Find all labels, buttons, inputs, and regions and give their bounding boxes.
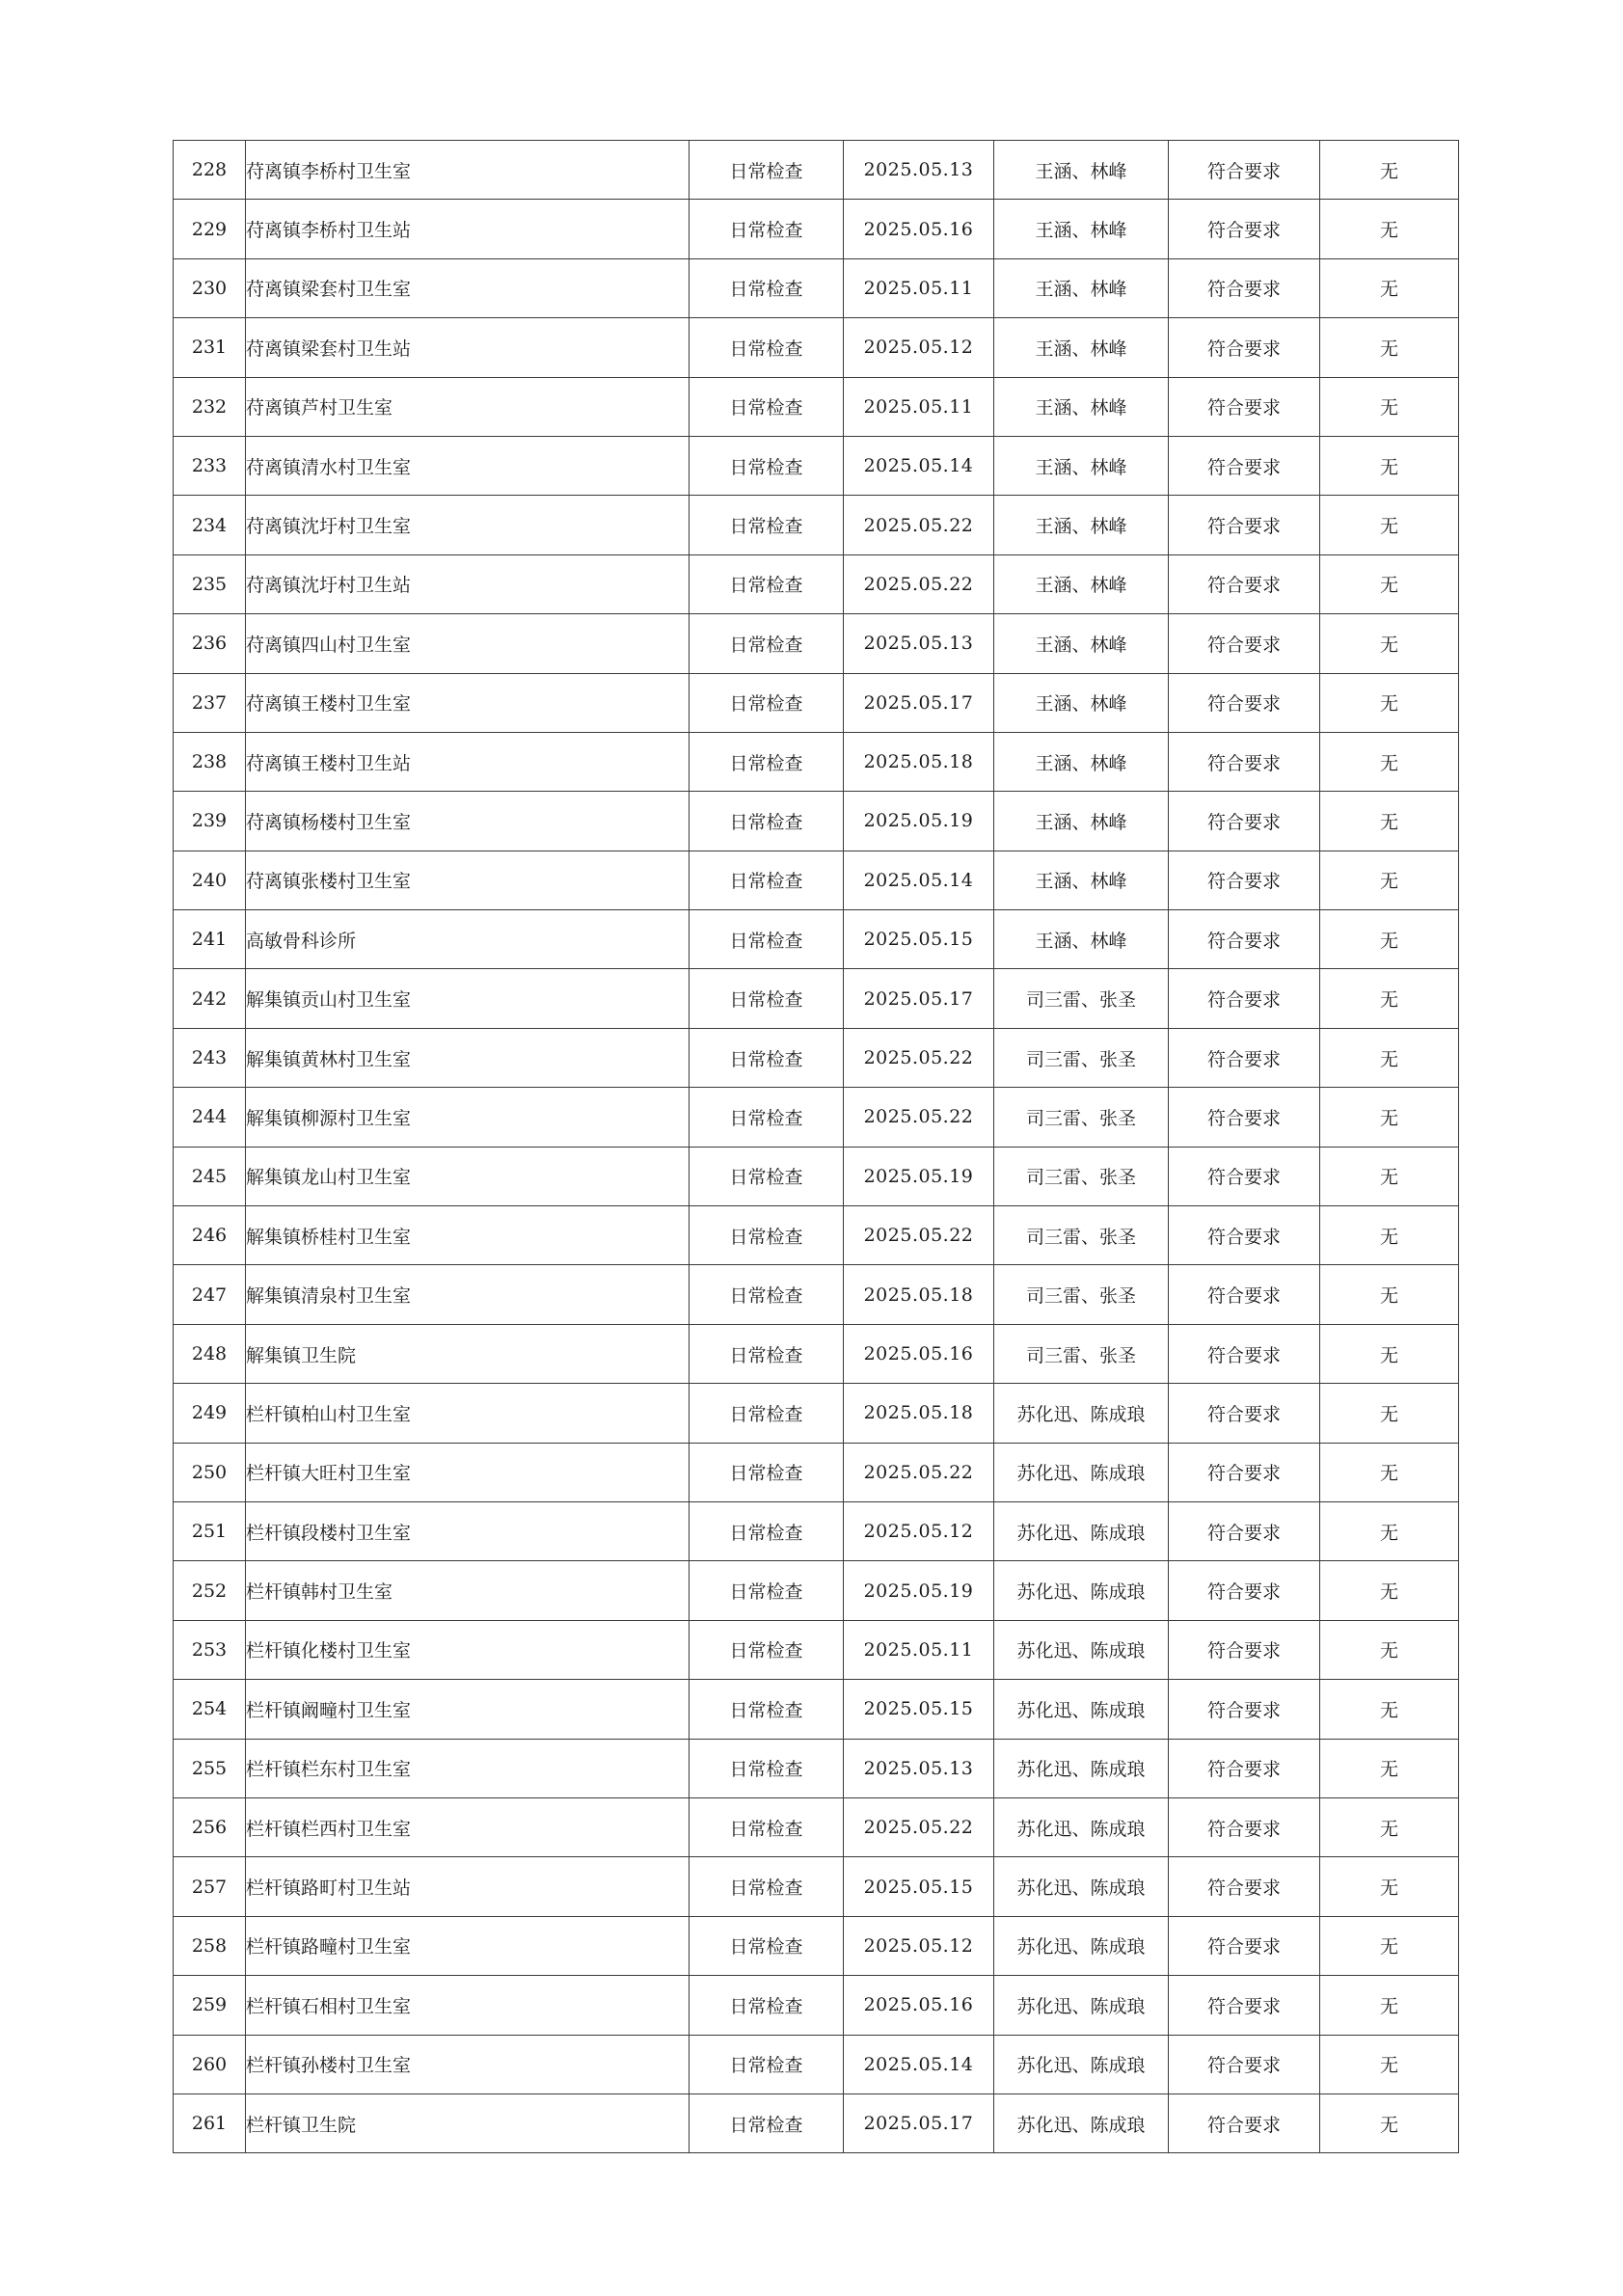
issues-found-cell: 无: [1320, 377, 1459, 436]
institution-name-cell: 栏杆镇段楼村卫生室: [246, 1501, 690, 1560]
issues-found-cell: 无: [1320, 1443, 1459, 1501]
row-number-cell: 237: [174, 673, 246, 732]
row-number-cell: 248: [174, 1324, 246, 1383]
institution-name-cell: 栏杆镇化楼村卫生室: [246, 1620, 690, 1679]
row-number-cell: 233: [174, 436, 246, 495]
issues-found-cell: 无: [1320, 436, 1459, 495]
institution-name-cell: 苻离镇四山村卫生室: [246, 614, 690, 673]
inspection-result-cell: 符合要求: [1169, 673, 1320, 732]
inspectors-cell: 司三雷、张圣: [994, 1028, 1169, 1087]
table-row: [174, 1443, 1459, 1501]
row-number-cell: 245: [174, 1147, 246, 1205]
inspection-date-cell: 2025.05.11: [844, 258, 994, 317]
inspectors-cell: 王涵、林峰: [994, 673, 1169, 732]
table-row: [174, 1028, 1459, 1087]
inspectors-cell: 司三雷、张圣: [994, 1206, 1169, 1265]
issues-found-cell: 无: [1320, 1324, 1459, 1383]
issues-found-cell: 无: [1320, 1147, 1459, 1205]
inspection-result-cell: 符合要求: [1169, 1561, 1320, 1620]
inspectors-cell: 苏化迅、陈成琅: [994, 1620, 1169, 1679]
row-number-cell: 251: [174, 1501, 246, 1560]
institution-name-cell: 栏杆镇大旺村卫生室: [246, 1443, 690, 1501]
institution-name-cell: 解集镇清泉村卫生室: [246, 1265, 690, 1324]
issues-found-cell: 无: [1320, 1561, 1459, 1620]
inspection-result-cell: 符合要求: [1169, 1620, 1320, 1679]
inspection-type-cell: 日常检查: [690, 1206, 844, 1265]
inspection-result-cell: 符合要求: [1169, 1680, 1320, 1739]
row-number-cell: 246: [174, 1206, 246, 1265]
inspection-type-cell: 日常检查: [690, 910, 844, 969]
institution-name-cell: 苻离镇王楼村卫生站: [246, 732, 690, 791]
row-number-cell: 255: [174, 1739, 246, 1797]
inspection-date-cell: 2025.05.19: [844, 792, 994, 851]
table-row: [174, 1501, 1459, 1560]
institution-name-cell: 栏杆镇韩村卫生室: [246, 1561, 690, 1620]
inspectors-cell: 王涵、林峰: [994, 554, 1169, 613]
inspectors-cell: 王涵、林峰: [994, 436, 1169, 495]
inspection-date-cell: 2025.05.18: [844, 1265, 994, 1324]
inspectors-cell: 苏化迅、陈成琅: [994, 1976, 1169, 2035]
inspection-result-cell: 符合要求: [1169, 141, 1320, 200]
inspection-result-cell: 符合要求: [1169, 496, 1320, 554]
issues-found-cell: 无: [1320, 910, 1459, 969]
inspection-records-table: [173, 140, 1459, 2153]
table-row: [174, 436, 1459, 495]
inspection-result-cell: 符合要求: [1169, 200, 1320, 258]
institution-name-cell: 栏杆镇阚疃村卫生室: [246, 1680, 690, 1739]
row-number-cell: 250: [174, 1443, 246, 1501]
inspection-type-cell: 日常检查: [690, 1443, 844, 1501]
inspection-date-cell: 2025.05.22: [844, 1088, 994, 1147]
row-number-cell: 243: [174, 1028, 246, 1087]
row-number-cell: 261: [174, 2093, 246, 2152]
inspection-type-cell: 日常检查: [690, 1797, 844, 1856]
institution-name-cell: 栏杆镇柏山村卫生室: [246, 1384, 690, 1443]
inspection-type-cell: 日常检查: [690, 1561, 844, 1620]
inspection-date-cell: 2025.05.22: [844, 1028, 994, 1087]
inspectors-cell: 苏化迅、陈成琅: [994, 1680, 1169, 1739]
inspection-type-cell: 日常检查: [690, 1916, 844, 1975]
inspection-date-cell: 2025.05.15: [844, 910, 994, 969]
inspection-result-cell: 符合要求: [1169, 910, 1320, 969]
inspection-date-cell: 2025.05.15: [844, 1680, 994, 1739]
inspection-type-cell: 日常检查: [690, 377, 844, 436]
table-row: [174, 2093, 1459, 2152]
inspection-result-cell: 符合要求: [1169, 1324, 1320, 1383]
institution-name-cell: 苻离镇王楼村卫生室: [246, 673, 690, 732]
institution-name-cell: 苻离镇梁套村卫生室: [246, 258, 690, 317]
table-row: [174, 1324, 1459, 1383]
inspection-result-cell: 符合要求: [1169, 2093, 1320, 2152]
table-row: [174, 1916, 1459, 1975]
inspection-result-cell: 符合要求: [1169, 1384, 1320, 1443]
inspection-result-cell: 符合要求: [1169, 436, 1320, 495]
issues-found-cell: 无: [1320, 1680, 1459, 1739]
issues-found-cell: 无: [1320, 2093, 1459, 2152]
inspectors-cell: 司三雷、张圣: [994, 969, 1169, 1028]
inspection-result-cell: 符合要求: [1169, 1797, 1320, 1856]
institution-name-cell: 栏杆镇孙楼村卫生室: [246, 2035, 690, 2093]
row-number-cell: 229: [174, 200, 246, 258]
inspection-type-cell: 日常检查: [690, 2035, 844, 2093]
table-row: [174, 1561, 1459, 1620]
institution-name-cell: 苻离镇清水村卫生室: [246, 436, 690, 495]
table-row: [174, 1088, 1459, 1147]
institution-name-cell: 苻离镇杨楼村卫生室: [246, 792, 690, 851]
table-row: [174, 614, 1459, 673]
institution-name-cell: 解集镇龙山村卫生室: [246, 1147, 690, 1205]
inspectors-cell: 王涵、林峰: [994, 851, 1169, 909]
inspection-result-cell: 符合要求: [1169, 1265, 1320, 1324]
row-number-cell: 244: [174, 1088, 246, 1147]
inspectors-cell: 王涵、林峰: [994, 496, 1169, 554]
inspectors-cell: 苏化迅、陈成琅: [994, 1797, 1169, 1856]
inspection-date-cell: 2025.05.11: [844, 1620, 994, 1679]
table-row: [174, 258, 1459, 317]
table-row: [174, 318, 1459, 377]
institution-name-cell: 解集镇柳源村卫生室: [246, 1088, 690, 1147]
inspection-type-cell: 日常检查: [690, 1324, 844, 1383]
row-number-cell: 257: [174, 1857, 246, 1916]
row-number-cell: 228: [174, 141, 246, 200]
institution-name-cell: 栏杆镇栏西村卫生室: [246, 1797, 690, 1856]
inspection-result-cell: 符合要求: [1169, 792, 1320, 851]
row-number-cell: 230: [174, 258, 246, 317]
inspection-date-cell: 2025.05.13: [844, 614, 994, 673]
institution-name-cell: 苻离镇张楼村卫生室: [246, 851, 690, 909]
inspection-result-cell: 符合要求: [1169, 1976, 1320, 2035]
inspection-date-cell: 2025.05.22: [844, 1797, 994, 1856]
inspection-result-cell: 符合要求: [1169, 554, 1320, 613]
inspection-result-cell: 符合要求: [1169, 1739, 1320, 1797]
table-row: [174, 200, 1459, 258]
issues-found-cell: 无: [1320, 1265, 1459, 1324]
row-number-cell: 236: [174, 614, 246, 673]
issues-found-cell: 无: [1320, 554, 1459, 613]
inspectors-cell: 王涵、林峰: [994, 141, 1169, 200]
inspection-result-cell: 符合要求: [1169, 1028, 1320, 1087]
inspection-date-cell: 2025.05.12: [844, 1501, 994, 1560]
inspection-date-cell: 2025.05.17: [844, 2093, 994, 2152]
row-number-cell: 238: [174, 732, 246, 791]
inspection-type-cell: 日常检查: [690, 1976, 844, 2035]
inspection-type-cell: 日常检查: [690, 1147, 844, 1205]
inspectors-cell: 苏化迅、陈成琅: [994, 1857, 1169, 1916]
table-row: [174, 851, 1459, 909]
table-row: [174, 1680, 1459, 1739]
issues-found-cell: 无: [1320, 1088, 1459, 1147]
inspection-date-cell: 2025.05.17: [844, 673, 994, 732]
inspectors-cell: 苏化迅、陈成琅: [994, 2035, 1169, 2093]
row-number-cell: 232: [174, 377, 246, 436]
inspection-date-cell: 2025.05.12: [844, 1916, 994, 1975]
inspectors-cell: 司三雷、张圣: [994, 1088, 1169, 1147]
inspectors-cell: 苏化迅、陈成琅: [994, 1384, 1169, 1443]
table-row: [174, 377, 1459, 436]
inspection-date-cell: 2025.05.16: [844, 1324, 994, 1383]
issues-found-cell: 无: [1320, 1028, 1459, 1087]
inspection-date-cell: 2025.05.22: [844, 496, 994, 554]
inspection-date-cell: 2025.05.14: [844, 436, 994, 495]
issues-found-cell: 无: [1320, 1206, 1459, 1265]
inspection-type-cell: 日常检查: [690, 851, 844, 909]
row-number-cell: 260: [174, 2035, 246, 2093]
inspectors-cell: 司三雷、张圣: [994, 1147, 1169, 1205]
inspection-type-cell: 日常检查: [690, 141, 844, 200]
inspectors-cell: 王涵、林峰: [994, 200, 1169, 258]
inspection-type-cell: 日常检查: [690, 1620, 844, 1679]
inspection-result-cell: 符合要求: [1169, 1857, 1320, 1916]
issues-found-cell: 无: [1320, 258, 1459, 317]
institution-name-cell: 高敏骨科诊所: [246, 910, 690, 969]
inspection-date-cell: 2025.05.17: [844, 969, 994, 1028]
table-row: [174, 554, 1459, 613]
inspection-type-cell: 日常检查: [690, 436, 844, 495]
row-number-cell: 254: [174, 1680, 246, 1739]
institution-name-cell: 苻离镇沈圩村卫生站: [246, 554, 690, 613]
inspection-date-cell: 2025.05.11: [844, 377, 994, 436]
inspectors-cell: 王涵、林峰: [994, 732, 1169, 791]
inspection-result-cell: 符合要求: [1169, 969, 1320, 1028]
inspection-date-cell: 2025.05.19: [844, 1561, 994, 1620]
inspection-result-cell: 符合要求: [1169, 851, 1320, 909]
inspection-date-cell: 2025.05.16: [844, 200, 994, 258]
inspection-date-cell: 2025.05.14: [844, 851, 994, 909]
inspection-date-cell: 2025.05.15: [844, 1857, 994, 1916]
inspection-date-cell: 2025.05.22: [844, 554, 994, 613]
inspection-type-cell: 日常检查: [690, 1680, 844, 1739]
issues-found-cell: 无: [1320, 1797, 1459, 1856]
inspectors-cell: 王涵、林峰: [994, 792, 1169, 851]
inspectors-cell: 王涵、林峰: [994, 258, 1169, 317]
issues-found-cell: 无: [1320, 792, 1459, 851]
inspection-date-cell: 2025.05.22: [844, 1206, 994, 1265]
inspection-type-cell: 日常检查: [690, 496, 844, 554]
issues-found-cell: 无: [1320, 496, 1459, 554]
inspection-result-cell: 符合要求: [1169, 1501, 1320, 1560]
issues-found-cell: 无: [1320, 1857, 1459, 1916]
table-row: [174, 1797, 1459, 1856]
issues-found-cell: 无: [1320, 1501, 1459, 1560]
inspection-type-cell: 日常检查: [690, 318, 844, 377]
inspection-result-cell: 符合要求: [1169, 377, 1320, 436]
institution-name-cell: 解集镇黄林村卫生室: [246, 1028, 690, 1087]
inspectors-cell: 司三雷、张圣: [994, 1324, 1169, 1383]
inspection-date-cell: 2025.05.18: [844, 1384, 994, 1443]
row-number-cell: 253: [174, 1620, 246, 1679]
inspection-result-cell: 符合要求: [1169, 1443, 1320, 1501]
issues-found-cell: 无: [1320, 1620, 1459, 1679]
table-row: [174, 969, 1459, 1028]
issues-found-cell: 无: [1320, 969, 1459, 1028]
institution-name-cell: 栏杆镇路疃村卫生室: [246, 1916, 690, 1975]
issues-found-cell: 无: [1320, 1739, 1459, 1797]
row-number-cell: 256: [174, 1797, 246, 1856]
inspectors-cell: 王涵、林峰: [994, 910, 1169, 969]
table-row: [174, 496, 1459, 554]
inspection-date-cell: 2025.05.19: [844, 1147, 994, 1205]
issues-found-cell: 无: [1320, 200, 1459, 258]
inspection-result-cell: 符合要求: [1169, 2035, 1320, 2093]
institution-name-cell: 解集镇贡山村卫生室: [246, 969, 690, 1028]
inspection-type-cell: 日常检查: [690, 1265, 844, 1324]
inspection-type-cell: 日常检查: [690, 673, 844, 732]
row-number-cell: 247: [174, 1265, 246, 1324]
issues-found-cell: 无: [1320, 851, 1459, 909]
institution-name-cell: 苻离镇芦村卫生室: [246, 377, 690, 436]
institution-name-cell: 苻离镇梁套村卫生站: [246, 318, 690, 377]
issues-found-cell: 无: [1320, 614, 1459, 673]
table-body: [174, 141, 1459, 2153]
issues-found-cell: 无: [1320, 2035, 1459, 2093]
inspection-result-cell: 符合要求: [1169, 614, 1320, 673]
inspectors-cell: 王涵、林峰: [994, 318, 1169, 377]
table-row: [174, 1147, 1459, 1205]
inspectors-cell: 苏化迅、陈成琅: [994, 1501, 1169, 1560]
table-row: [174, 673, 1459, 732]
row-number-cell: 241: [174, 910, 246, 969]
inspectors-cell: 苏化迅、陈成琅: [994, 1443, 1169, 1501]
row-number-cell: 234: [174, 496, 246, 554]
table-row: [174, 1206, 1459, 1265]
inspection-type-cell: 日常检查: [690, 1501, 844, 1560]
institution-name-cell: 栏杆镇石相村卫生室: [246, 1976, 690, 2035]
inspection-type-cell: 日常检查: [690, 1384, 844, 1443]
inspectors-cell: 苏化迅、陈成琅: [994, 1739, 1169, 1797]
table-row: [174, 1976, 1459, 2035]
table-row: [174, 1384, 1459, 1443]
issues-found-cell: 无: [1320, 141, 1459, 200]
inspection-date-cell: 2025.05.16: [844, 1976, 994, 2035]
table-row: [174, 1739, 1459, 1797]
institution-name-cell: 栏杆镇栏东村卫生室: [246, 1739, 690, 1797]
inspection-type-cell: 日常检查: [690, 1088, 844, 1147]
institution-name-cell: 栏杆镇路町村卫生站: [246, 1857, 690, 1916]
inspection-result-cell: 符合要求: [1169, 1916, 1320, 1975]
institution-name-cell: 解集镇卫生院: [246, 1324, 690, 1383]
row-number-cell: 252: [174, 1561, 246, 1620]
inspection-date-cell: 2025.05.12: [844, 318, 994, 377]
inspection-type-cell: 日常检查: [690, 969, 844, 1028]
institution-name-cell: 苻离镇李桥村卫生站: [246, 200, 690, 258]
table-row: [174, 910, 1459, 969]
inspection-result-cell: 符合要求: [1169, 1147, 1320, 1205]
issues-found-cell: 无: [1320, 673, 1459, 732]
inspection-type-cell: 日常检查: [690, 732, 844, 791]
inspection-type-cell: 日常检查: [690, 2093, 844, 2152]
table-row: [174, 1265, 1459, 1324]
issues-found-cell: 无: [1320, 1384, 1459, 1443]
table-row: [174, 792, 1459, 851]
inspectors-cell: 司三雷、张圣: [994, 1265, 1169, 1324]
institution-name-cell: 苻离镇李桥村卫生室: [246, 141, 690, 200]
inspection-type-cell: 日常检查: [690, 1857, 844, 1916]
row-number-cell: 242: [174, 969, 246, 1028]
inspectors-cell: 苏化迅、陈成琅: [994, 1916, 1169, 1975]
row-number-cell: 235: [174, 554, 246, 613]
row-number-cell: 231: [174, 318, 246, 377]
row-number-cell: 249: [174, 1384, 246, 1443]
inspection-date-cell: 2025.05.18: [844, 732, 994, 791]
inspection-type-cell: 日常检查: [690, 200, 844, 258]
issues-found-cell: 无: [1320, 732, 1459, 791]
inspectors-cell: 苏化迅、陈成琅: [994, 2093, 1169, 2152]
inspectors-cell: 王涵、林峰: [994, 377, 1169, 436]
inspection-result-cell: 符合要求: [1169, 1206, 1320, 1265]
institution-name-cell: 解集镇桥桂村卫生室: [246, 1206, 690, 1265]
row-number-cell: 258: [174, 1916, 246, 1975]
inspection-result-cell: 符合要求: [1169, 1088, 1320, 1147]
issues-found-cell: 无: [1320, 1916, 1459, 1975]
inspection-type-cell: 日常检查: [690, 258, 844, 317]
inspectors-cell: 王涵、林峰: [994, 614, 1169, 673]
table-row: [174, 1620, 1459, 1679]
inspection-date-cell: 2025.05.13: [844, 1739, 994, 1797]
inspection-type-cell: 日常检查: [690, 1739, 844, 1797]
inspection-date-cell: 2025.05.22: [844, 1443, 994, 1501]
row-number-cell: 259: [174, 1976, 246, 2035]
row-number-cell: 240: [174, 851, 246, 909]
table-row: [174, 732, 1459, 791]
inspection-type-cell: 日常检查: [690, 614, 844, 673]
inspection-result-cell: 符合要求: [1169, 732, 1320, 791]
table-row: [174, 141, 1459, 200]
institution-name-cell: 苻离镇沈圩村卫生室: [246, 496, 690, 554]
inspection-result-cell: 符合要求: [1169, 318, 1320, 377]
inspection-date-cell: 2025.05.14: [844, 2035, 994, 2093]
inspection-date-cell: 2025.05.13: [844, 141, 994, 200]
table-row: [174, 2035, 1459, 2093]
institution-name-cell: 栏杆镇卫生院: [246, 2093, 690, 2152]
issues-found-cell: 无: [1320, 1976, 1459, 2035]
issues-found-cell: 无: [1320, 318, 1459, 377]
table-row: [174, 1857, 1459, 1916]
inspection-type-cell: 日常检查: [690, 792, 844, 851]
inspection-type-cell: 日常检查: [690, 1028, 844, 1087]
row-number-cell: 239: [174, 792, 246, 851]
inspectors-cell: 苏化迅、陈成琅: [994, 1561, 1169, 1620]
inspection-result-cell: 符合要求: [1169, 258, 1320, 317]
inspection-type-cell: 日常检查: [690, 554, 844, 613]
